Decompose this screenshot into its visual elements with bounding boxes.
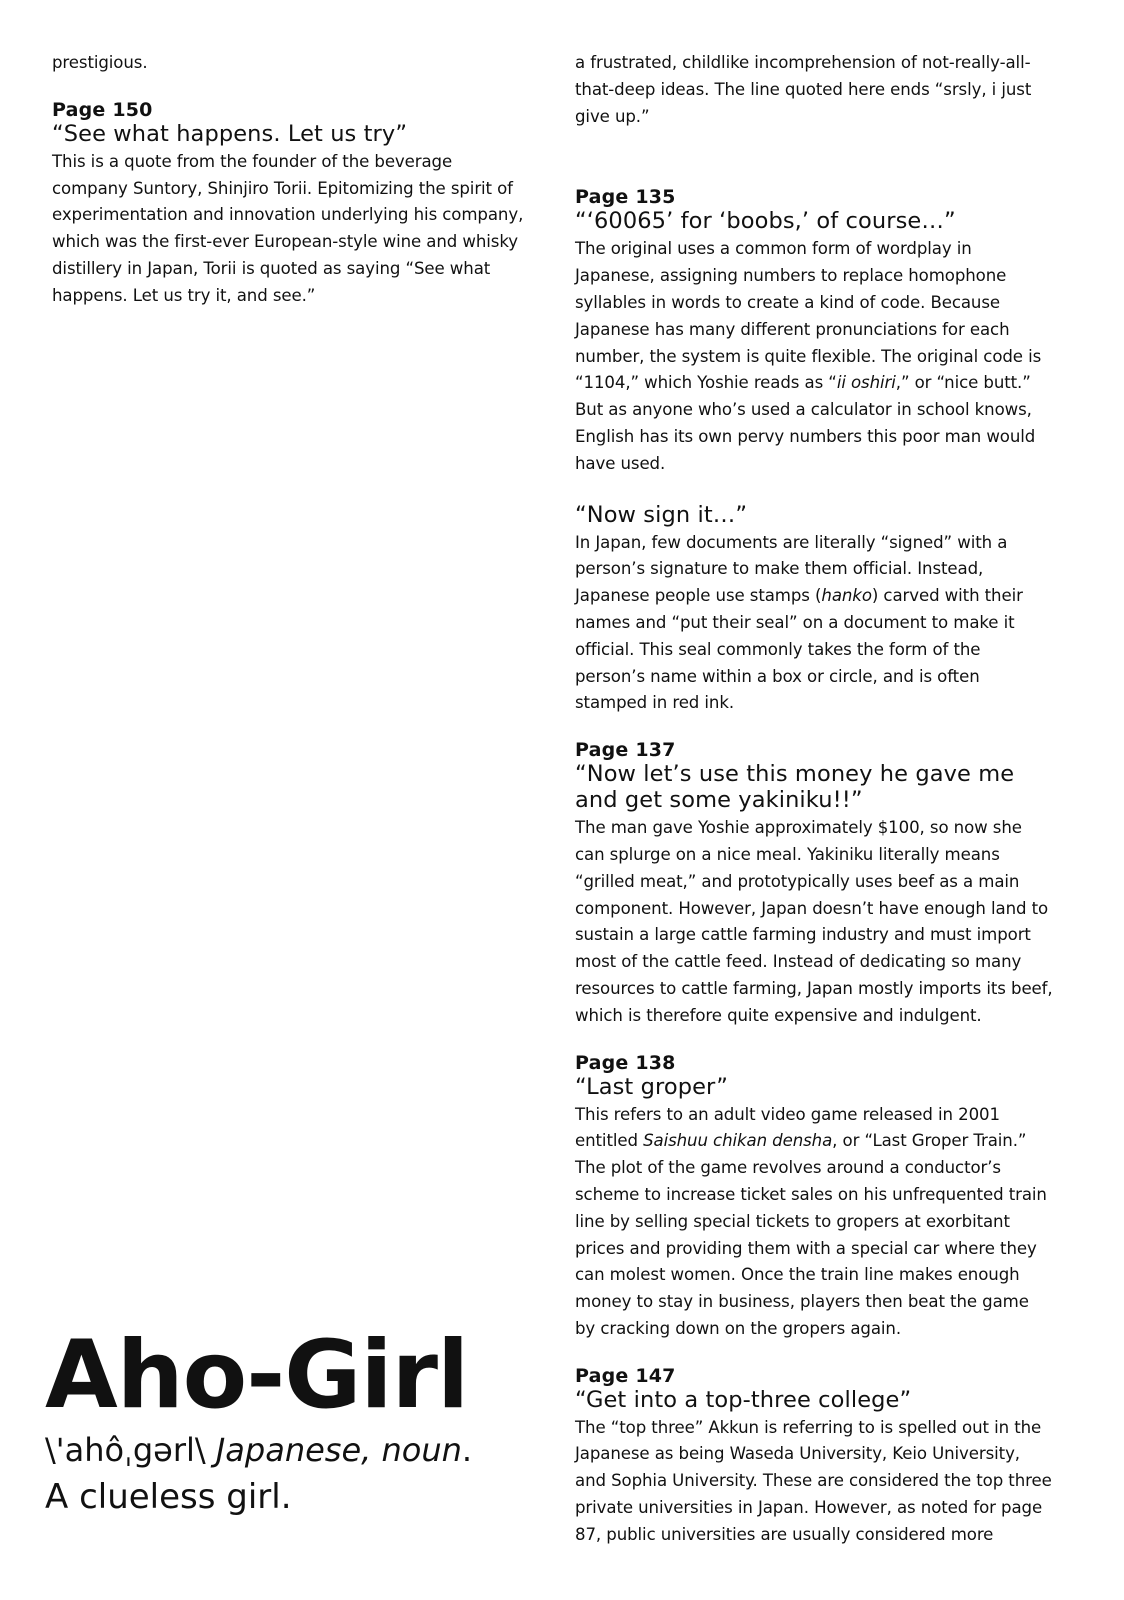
note-body-italic: ii oshiri bbox=[836, 373, 896, 393]
page-label: Page 135 bbox=[575, 186, 676, 209]
right-column bbox=[575, 50, 1053, 1549]
note-title: “See what happens. Let us try” bbox=[52, 120, 408, 147]
page-label: Page 150 bbox=[52, 98, 153, 121]
note-page-135 bbox=[575, 186, 1053, 477]
note-body: The man gave Yoshie approximately $100, so now she can splurge on a nice meal. Yakiniku literally means “grilled meat,” and prototypically uses beef as a main component. However, Japan doesn’t have enough land to sustain a large cattle farming industry and must import most of the cattle feed. Instead of dedicating so many resources to cattle farming, Japan mostly imports its beef, which is therefore quite expensive and indulgent. bbox=[575, 818, 1053, 1025]
note-page-138 bbox=[575, 1052, 1053, 1343]
continuation-text: prestigious. bbox=[52, 53, 148, 72]
aho-girl-definition bbox=[45, 1321, 545, 1520]
note-body bbox=[575, 530, 1053, 718]
note-title: “Get into a top-three college” bbox=[575, 1386, 912, 1413]
pronunciation-line bbox=[45, 1428, 545, 1472]
note-body: The “top three” Akkun is referring to is spelled out in the Japanese as being Waseda University, Keio University, and Sophia University. These are considered the top three private universities in Japan. However, as noted for page 87, public universities are usually considered more bbox=[575, 1417, 1052, 1544]
part-of-speech-period: . bbox=[461, 1431, 473, 1469]
hero-title: Aho-Girl bbox=[45, 1321, 469, 1430]
note-body-text: In Japan, few documents are literally “signed” with a person’s signature to make them official. Instead, Japanese people use stamps ( bbox=[575, 532, 1008, 606]
note-body: This is a quote from the founder of the beverage company Suntory, Shinjiro Torii. Epitomizing the spirit of experimentation and innovation underlying his company, which was the first-ever European-style wine and whisky distillery in Japan, Torii is quoted as saying “See what happens. Let us try it, and see.” bbox=[52, 151, 524, 305]
pronunciation: \'ahôˌgərl\ bbox=[45, 1431, 206, 1469]
note-now-sign-it bbox=[575, 502, 1053, 718]
note-body-text: ) carved with their names and “put their seal” on a document to make it official. This seal commonly takes the form of the person’s name within a box or circle, and is often stamped in red ink. bbox=[575, 586, 1023, 713]
left-column bbox=[52, 50, 532, 310]
note-title: “Now sign it…” bbox=[575, 501, 748, 528]
note-body-text: , or “Last Groper Train.” The plot of the game revolves around a conductor’s scheme to increase ticket sales on his unfrequented train line by selling special tickets to gropers at exorbitant prices and providing them with a special car where they can molest women. Once the train line makes enough money to stay in business, players then beat the game by cracking down on the gropers again. bbox=[575, 1131, 1047, 1338]
note-title: “Now let’s use this money he gave me and get some yakiniku!!” bbox=[575, 761, 1015, 814]
note-title: “‘60065’ for ‘boobs,’ of course…” bbox=[575, 208, 956, 235]
page-label: Page 138 bbox=[575, 1051, 676, 1074]
definition: A clueless girl. bbox=[45, 1477, 292, 1517]
note-body-text: This refers to an adult video game released in 2001 entitled bbox=[575, 1104, 1000, 1151]
note-body-text: ,” or “nice butt.” But as anyone who’s used a calculator in school knows, English has its own pervy numbers this poor man would have used. bbox=[575, 373, 1036, 473]
note-body bbox=[575, 236, 1053, 477]
continuation-text: a frustrated, childlike incomprehension of not-really-all-that-deep ideas. The line quoted here ends “srsly, i just give up.” bbox=[575, 53, 1032, 126]
note-title: “Last groper” bbox=[575, 1073, 729, 1100]
note-body-italic: Saishuu chikan densha bbox=[643, 1131, 833, 1151]
note-page-150 bbox=[52, 99, 532, 310]
part-of-speech: Japanese, noun bbox=[215, 1431, 462, 1469]
page-label: Page 137 bbox=[575, 739, 676, 762]
note-body-italic: hanko bbox=[821, 586, 872, 606]
note-page-147 bbox=[575, 1365, 1053, 1549]
page-label: Page 147 bbox=[575, 1364, 676, 1387]
note-body bbox=[575, 1102, 1053, 1343]
note-body-text: The original uses a common form of wordplay in Japanese, assigning numbers to replace homophone syllables in words to create a kind of code. Because Japanese has many different pronunciations for each number, the system is quite flexible. The original code is “1104,” which Yoshie reads as “ bbox=[575, 239, 1042, 393]
note-page-137 bbox=[575, 739, 1053, 1029]
